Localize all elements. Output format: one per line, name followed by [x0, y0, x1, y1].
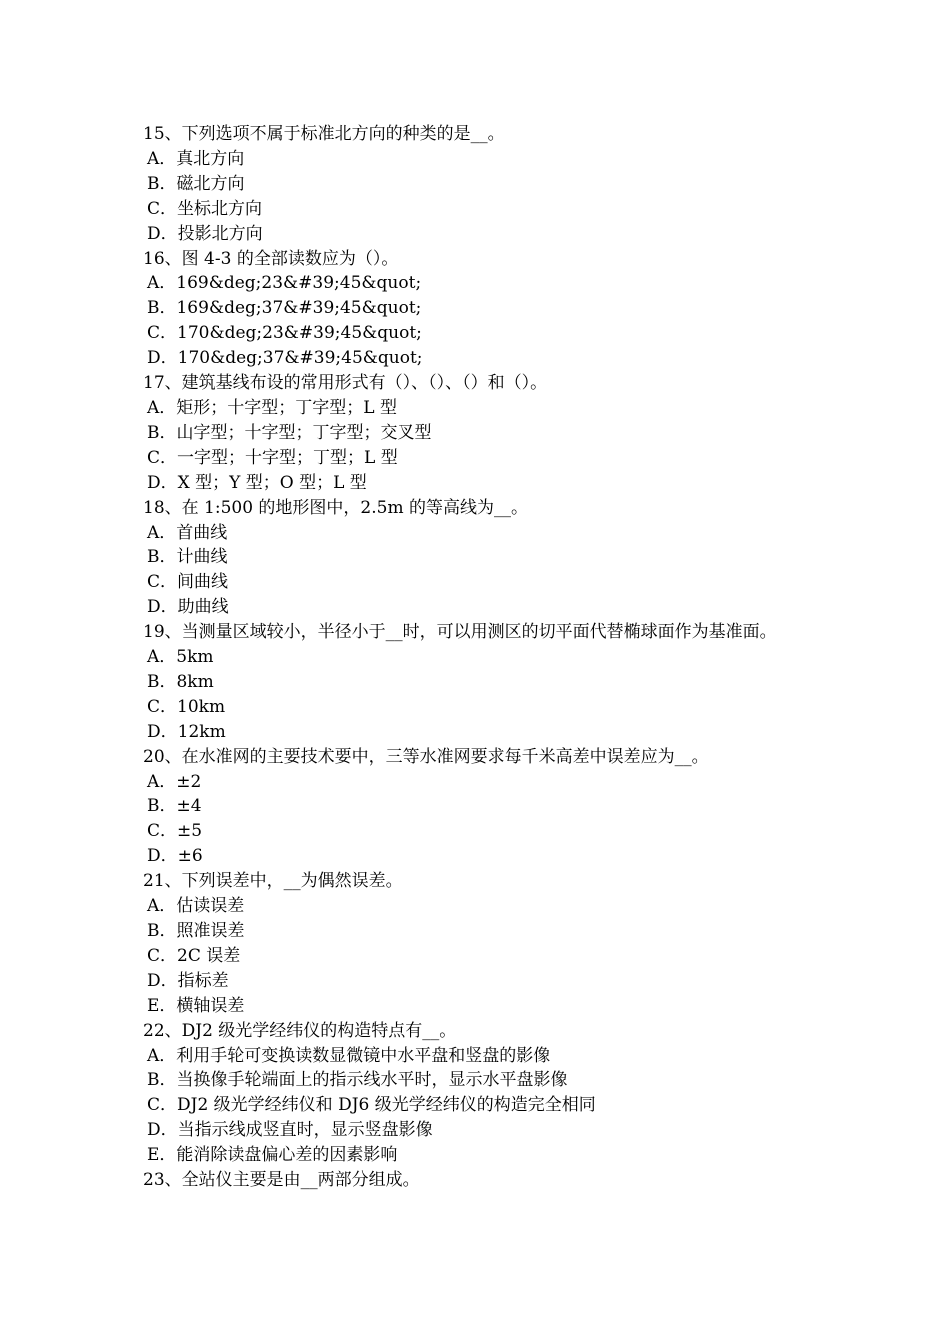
option-d: D．±6 — [147, 846, 203, 867]
question-block — [143, 1168, 815, 1193]
option-d: D．X 型；Y 型；O 型；L 型 — [147, 472, 367, 493]
option-e: E．横轴误差 — [147, 995, 245, 1016]
option-c: C．10km — [147, 696, 226, 717]
option-a: A．真北方向 — [147, 148, 245, 169]
option-b: B．山字型；十字型；丁字型；交叉型 — [147, 422, 432, 443]
option-c: C．±5 — [147, 821, 203, 842]
question-block — [143, 1019, 815, 1168]
option-c: C．坐标北方向 — [147, 198, 263, 219]
question-block — [143, 620, 815, 745]
option-d: D．当指示线成竖直时，显示竖盘影像 — [147, 1120, 433, 1141]
option-d: D．助曲线 — [147, 597, 229, 618]
question-stem: 20、在水准网的主要技术要中，三等水准网要求每千米高差中误差应为__。 — [143, 746, 709, 767]
option-a: A．利用手轮可变换读数显微镜中水平盘和竖盘的影像 — [147, 1045, 551, 1066]
question-stem: 22、DJ2 级光学经纬仪的构造特点有__。 — [143, 1020, 457, 1041]
option-d: D．投影北方向 — [147, 223, 263, 244]
question-stem: 23、全站仪主要是由__两部分组成。 — [143, 1170, 420, 1191]
option-a: A．矩形；十字型；丁字型；L 型 — [147, 397, 397, 418]
question-stem: 21、下列误差中，__为偶然误差。 — [143, 871, 403, 892]
option-b: B．8km — [147, 671, 214, 692]
option-a: A．169&deg;23&#39;45&quot; — [147, 273, 422, 294]
option-c: C．间曲线 — [147, 572, 229, 593]
option-a: A．估读误差 — [147, 896, 245, 917]
question-block — [143, 371, 815, 496]
option-a: A．±2 — [147, 771, 202, 792]
option-c: C．170&deg;23&#39;45&quot; — [147, 323, 422, 344]
question-block — [143, 745, 815, 870]
question-block — [143, 496, 815, 621]
option-b: B．当换像手轮端面上的指示线水平时，显示水平盘影像 — [147, 1070, 568, 1091]
option-b: B．照准误差 — [147, 921, 245, 941]
option-e: E．能消除读盘偏心差的因素影响 — [147, 1145, 398, 1166]
option-d: D．12km — [147, 721, 226, 742]
option-b: B．169&deg;37&#39;45&quot; — [147, 298, 422, 319]
question-stem: 16、图 4-3 的全部读数应为（）。 — [143, 248, 399, 269]
question-block — [143, 869, 815, 1018]
option-d: D．170&deg;37&#39;45&quot; — [147, 348, 423, 369]
document-body — [143, 122, 815, 1193]
question-stem: 18、在 1:500 的地形图中，2.5m 的等高线为__。 — [143, 497, 528, 518]
question-block — [143, 122, 815, 247]
option-b: B．计曲线 — [147, 547, 228, 568]
question-stem: 19、当测量区域较小，半径小于__时，可以用测区的切平面代替椭球面作为基准面。 — [143, 622, 777, 643]
option-a: A．首曲线 — [147, 522, 228, 543]
option-c: C．一字型；十字型；丁型；L 型 — [147, 447, 398, 468]
option-c: C．2C 误差 — [147, 945, 241, 966]
question-block — [143, 247, 815, 372]
option-b: B．磁北方向 — [147, 173, 245, 194]
question-stem: 15、下列选项不属于标准北方向的种类的是__。 — [143, 124, 505, 144]
option-b: B．±4 — [147, 796, 202, 817]
option-c: C．DJ2 级光学经纬仪和 DJ6 级光学经纬仪的构造完全相同 — [147, 1095, 596, 1116]
question-stem: 17、建筑基线布设的常用形式有（）、（）、（）和（）。 — [143, 373, 548, 394]
option-a: A．5km — [147, 647, 214, 668]
option-d: D．指标差 — [147, 970, 229, 991]
